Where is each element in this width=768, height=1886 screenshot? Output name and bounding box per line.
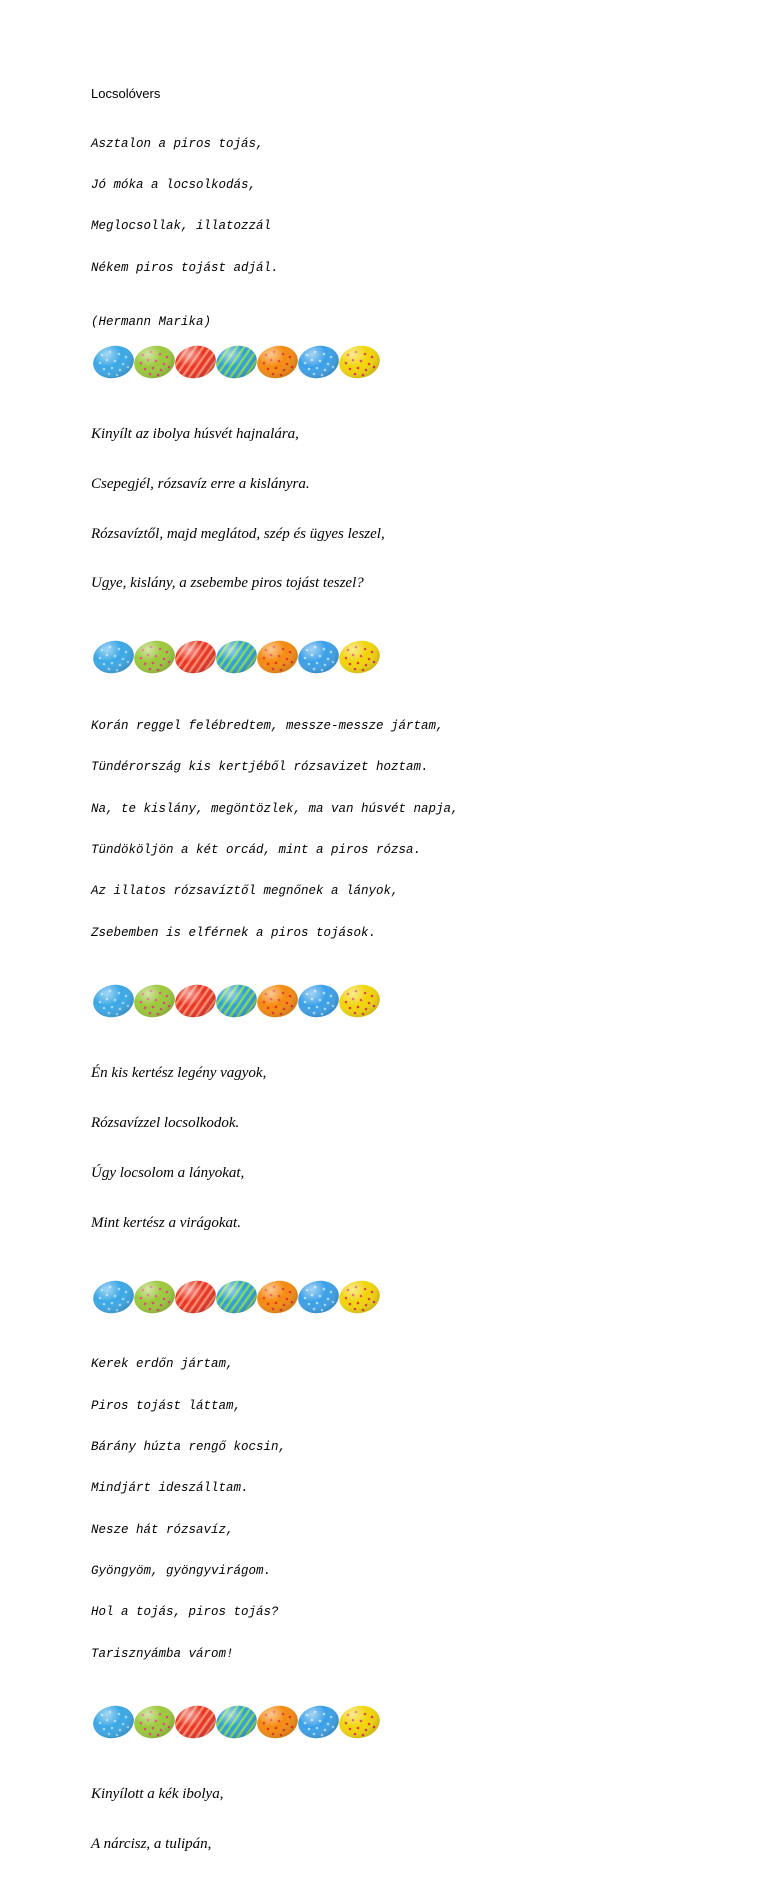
poem-3: [91, 692, 711, 968]
poem-line: Nesze hát rózsavíz,: [91, 1522, 234, 1537]
poem-line: Nékem piros tojást adjál.: [91, 260, 279, 275]
teal-striped-egg-icon: [215, 638, 258, 676]
blue-dotted-egg-icon: [92, 1278, 135, 1316]
poem-line: Mint kertész a virágokat.: [91, 1214, 241, 1231]
green-dotted-egg-icon: [133, 982, 176, 1020]
yellow-dotted-egg-icon: [338, 638, 381, 676]
red-striped-egg-icon: [174, 1703, 217, 1741]
poem-line: Bárány húzta rengő kocsin,: [91, 1439, 287, 1454]
red-striped-egg-icon: [174, 982, 217, 1020]
blue-dotted-egg-icon: [92, 1703, 135, 1741]
green-dotted-egg-icon: [133, 1278, 176, 1316]
poem-line: Gyöngyöm, gyöngyvirágom.: [91, 1564, 272, 1579]
yellow-dotted-egg-icon: [338, 343, 381, 381]
poem-line: Tündököljön a két orcád, mint a piros rózsa.: [91, 843, 422, 858]
poem-line: Mindjárt ideszálltam.: [91, 1481, 249, 1496]
poem-line: Kinyílott a kék ibolya,: [91, 1786, 224, 1803]
teal-striped-egg-icon: [215, 1278, 258, 1316]
blue-dotted-egg-icon: [297, 1703, 340, 1741]
poem-line: Rózsavíztől, majd meglátod, szép és ügyes leszel,: [91, 525, 385, 542]
teal-striped-egg-icon: [215, 343, 258, 381]
poem-line: A nárcisz, a tulipán,: [91, 1836, 212, 1853]
red-striped-egg-icon: [174, 343, 217, 381]
yellow-dotted-egg-icon: [338, 1278, 381, 1316]
blue-dotted-egg-icon: [297, 982, 340, 1020]
poem-line: Na, te kislány, megöntözlek, ma van húsvét napja,: [91, 801, 459, 816]
blue-dotted-egg-icon: [92, 982, 135, 1020]
blue-dotted-egg-icon: [297, 343, 340, 381]
green-dotted-egg-icon: [133, 1703, 176, 1741]
poem-line: Kinyílt az ibolya húsvét hajnalára,: [91, 426, 299, 443]
egg-divider: [92, 1702, 711, 1742]
red-striped-egg-icon: [174, 638, 217, 676]
orange-dotted-egg-icon: [256, 343, 299, 381]
poem-line: Az illatos rózsavíztől megnőnek a lányok,: [91, 884, 399, 899]
poem-5: [91, 1331, 711, 1690]
yellow-dotted-egg-icon: [338, 982, 381, 1020]
poem-line: Tündérország kis kertjéből rózsavizet hoztam.: [91, 760, 429, 775]
poem-line: Rózsavízzel locsolkodok.: [91, 1115, 240, 1132]
orange-dotted-egg-icon: [256, 982, 299, 1020]
poem-line: Csepegjél, rózsavíz erre a kislányra.: [91, 475, 310, 492]
orange-dotted-egg-icon: [256, 638, 299, 676]
poem-1-credit: (Hermann Marika): [91, 315, 212, 330]
blue-dotted-egg-icon: [92, 638, 135, 676]
poem-1: [91, 110, 711, 303]
teal-striped-egg-icon: [215, 1703, 258, 1741]
poem-line: Tarisznyámba várom!: [91, 1646, 234, 1661]
poem-line: Hol a tojás, piros tojás?: [91, 1605, 279, 1620]
red-striped-egg-icon: [174, 1278, 217, 1316]
poem-6: [91, 1753, 711, 1886]
blue-dotted-egg-icon: [92, 343, 135, 381]
orange-dotted-egg-icon: [256, 1703, 299, 1741]
poem-4: [91, 1032, 711, 1264]
poem-line: Piros tojást láttam,: [91, 1398, 242, 1413]
egg-divider: [92, 981, 711, 1021]
poem-line: Korán reggel felébredtem, messze-messze jártam,: [91, 718, 444, 733]
poem-line: Jó móka a locsolkodás,: [91, 177, 257, 192]
blue-dotted-egg-icon: [297, 638, 340, 676]
teal-striped-egg-icon: [215, 982, 258, 1020]
blue-dotted-egg-icon: [297, 1278, 340, 1316]
yellow-dotted-egg-icon: [338, 1703, 381, 1741]
poem-line: Kerek erdőn jártam,: [91, 1357, 234, 1372]
document-title: Locsolóvers: [91, 86, 161, 101]
egg-divider: [92, 1277, 711, 1317]
poem-line: Én kis kertész legény vagyok,: [91, 1065, 267, 1082]
poem-line: Asztalon a piros tojás,: [91, 136, 264, 151]
green-dotted-egg-icon: [133, 343, 176, 381]
egg-divider: [92, 637, 711, 677]
poem-2: [91, 393, 711, 625]
poem-line: Ugye, kislány, a zsebembe piros tojást teszel?: [91, 575, 364, 592]
document-page: [91, 86, 711, 1886]
egg-divider: [92, 342, 711, 382]
orange-dotted-egg-icon: [256, 1278, 299, 1316]
poem-line: Úgy locsolom a lányokat,: [91, 1164, 245, 1181]
poem-line: Meglocsollak, illatozzál: [91, 219, 272, 234]
green-dotted-egg-icon: [133, 638, 176, 676]
poem-line: Zsebemben is elférnek a piros tojások.: [91, 925, 377, 940]
